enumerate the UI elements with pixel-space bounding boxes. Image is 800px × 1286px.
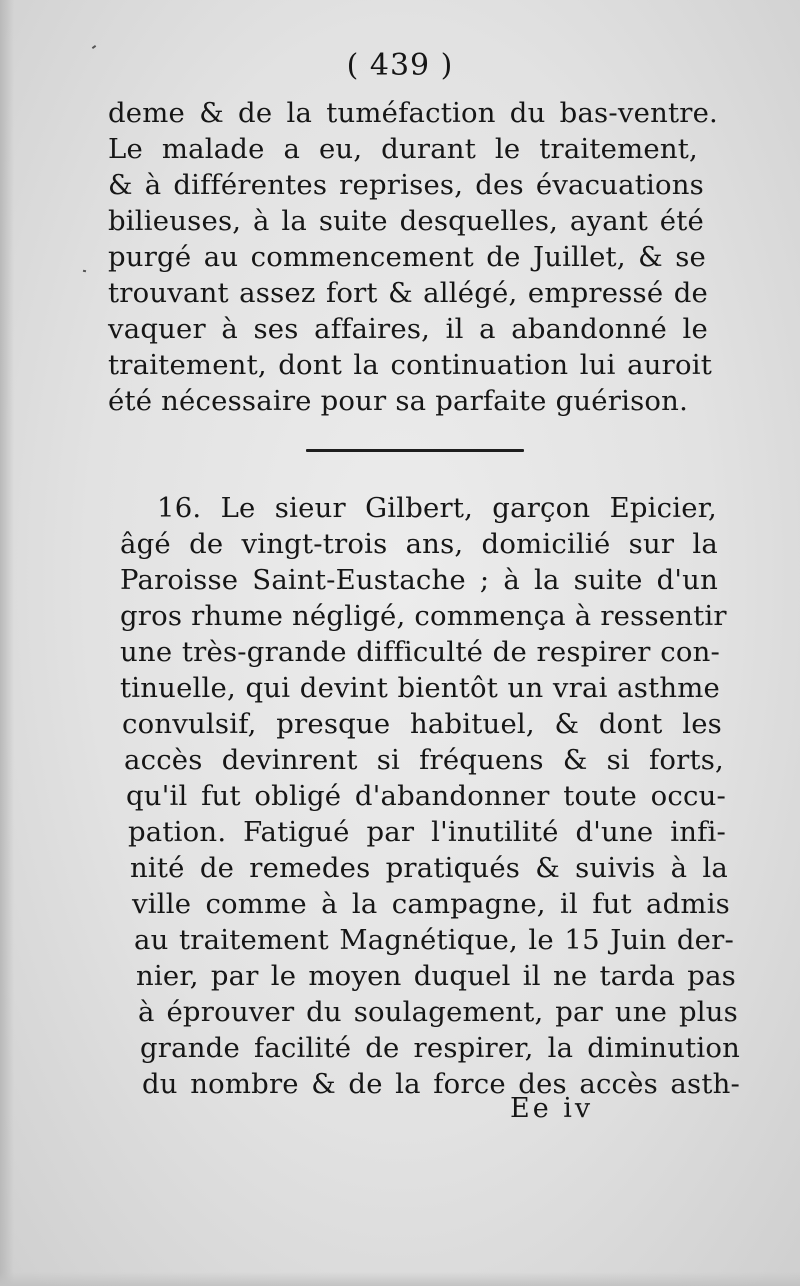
text-line: convulsif, presque habituel, & dont les [122,708,722,740]
text-line: du nombre & de la force des accès asth- [142,1068,740,1100]
signature-mark: Ee iv [510,1093,594,1124]
section-divider [306,449,524,452]
text-line: nier, par le moyen duquel il ne tarda pas [136,960,736,992]
text-line: nité de remedes pratiqués & suivis à la [130,852,728,884]
text-line: bilieuses, à la suite desquelles, ayant été [108,205,704,237]
text-line: au traitement Magnétique, le 15 Juin der- [134,924,734,956]
text-line: accès devinrent si fréquens & si forts, [124,744,724,776]
text-line: été nécessaire pour sa parfaite guérison. [108,385,689,417]
ink-speck [83,270,86,272]
text-line: grande facilité de respirer, la diminution [140,1032,740,1064]
text-line: 16. Le sieur Gilbert, garçon Epicier, [157,492,717,524]
text-line: gros rhume négligé, commença à ressentir [120,600,727,632]
text-line: âgé de vingt-trois ans, domicilié sur la [120,528,718,560]
text-line: purgé au commencement de Juillet, & se [108,241,706,273]
text-line: vaquer à ses affaires, il a abandonné le [108,313,708,345]
text-line: Paroisse Saint-Eustache ; à la suite d'un [120,564,718,596]
text-line: deme & de la tuméfaction du bas-ventre. [108,97,718,129]
text-line: tinuelle, qui devint bientôt un vrai asthme [120,672,720,704]
text-line: traitement, dont la continuation lui auroit [108,349,712,381]
text-line: une très-grande difficulté de respirer con- [120,636,720,668]
text-line: Le malade a eu, durant le traitement, [108,133,698,165]
page-number: ( 439 ) [346,48,454,83]
text-line: pation. Fatigué par l'inutilité d'une infi- [128,816,726,848]
text-line: qu'il fut obligé d'abandonner toute occu- [126,780,726,812]
text-line: & à différentes reprises, des évacuations [108,169,704,201]
text-line: trouvant assez fort & allégé, empressé de [108,277,708,309]
text-line: ville comme à la campagne, il fut admis [132,888,730,920]
text-line: à éprouver du soulagement, par une plus [138,996,738,1028]
